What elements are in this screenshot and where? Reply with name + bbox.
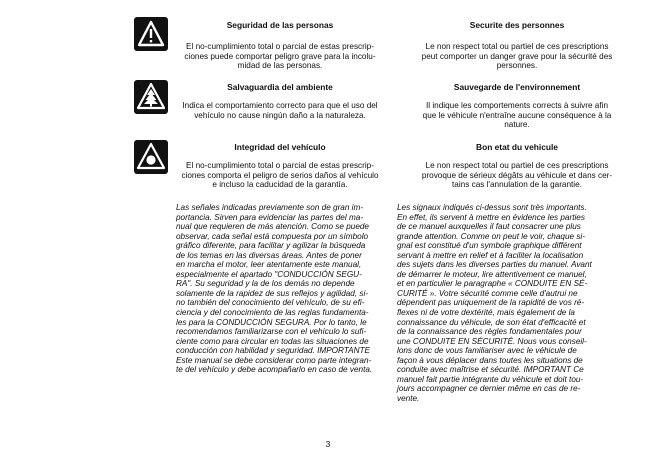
fr-body-environment: Il indique les comportements corrects à suivre afin que le véhicule n'entraîne aucune conséquence à la nature. <box>422 101 612 130</box>
es-heading-environment: Salvaguardia del ambiente <box>227 82 333 92</box>
fr-heading-vehicle-integrity: Bon etat du vehicule <box>476 142 558 152</box>
es-heading-personal-safety: Seguridad de las personas <box>226 20 334 30</box>
es-body-vehicle-integrity: El no-cumplimiento total o parcial de estas prescrip- ciones comporta el peligro de serios daños al vehículo e incluso la caducidad de la garantía. <box>181 161 379 190</box>
environment-tree-icon <box>134 80 168 114</box>
fr-intro-paragraph: Les signaux indiqués ci-dessus sont très importants. En effet, ils servent à mettre en évidence les parties de ce manuel auxquelles il faut consacrer une plus grande attention. Comme on peut le voir, chaque si- gnal est constitué d'un symbole graphique différent servant à mettre en relief et à faciliter la localisation des sujets dans les diverses parties du manuel. Avant de démarrer le moteur, lire attentivement ce manuel, et en particulier le paragraphe « CONDUITE EN SÉ- CURITÉ ». Votre sécurité comme celle d'autrui ne dépendent pas uniquement de la rapidité de vos ré- flexes ni de votre dextérité, mais également de la connaissance du véhicule, de son état d'efficacité et de la connaissance des règles fondamentales pour une CONDUITE EN SÉCURITÉ. Nous vous conseil- lons donc de vous familiariser avec le véhicule de façon à vous déplacer dans toutes les situations de conduite avec maîtrise et sécurité. IMPORTANT Ce manuel fait partie intégrante du véhicule et doit tou- jours accompagner ce dernier même en cas de re- vente. <box>397 203 592 403</box>
fr-heading-environment: Sauvegarde de l'environnement <box>453 82 581 92</box>
es-intro-paragraph: Las señales indicadas previamente son de gran im- portancia. Sirven para evidenciar las partes del ma- nual que requieren de más atención. Como se puede observar, cada señal está compuesta por un símbolo gráfico diferente, para facilitar y agilizar la búsqueda de los temas en las diversas áreas. Antes de poner en marcha el motor, leer atentamente este manual, especialmente el apartado "CONDUCCIÓN SEGU- RA". Su seguridad y la de los demás no depende solamente de la rapidez de sus reflejos y agilidad, si- no también del conocimiento del vehículo, de su efi- ciencia y del conocimiento de las reglas fundamenta- les para la CONDUCCIÓN SEGURA. Por lo tanto, le recomendamos familiarizarse con el vehículo lo sufi- ciente como para circular en todas las situaciones de conducción con habilidad y seguridad. IMPORTANTE Este manual se debe considerar como parte integran- te del vehículo y debe acompañarlo en caso de venta. <box>176 203 373 375</box>
fr-body-vehicle-integrity: Le non respect total ou partiel de ces prescriptions provoque de sérieux dégâts au véhicule et dans cer- tains cas l'annulation de la garantie. <box>421 161 613 190</box>
page-number: 3 <box>325 439 331 449</box>
vehicle-integrity-icon <box>134 140 168 174</box>
es-body-personal-safety: El no-cumplimiento total o parcial de estas prescrip- ciones puede comportar peligro grave para la incolu- midad de las personas. <box>184 42 376 71</box>
es-heading-vehicle-integrity: Integridad del vehículo <box>234 142 326 152</box>
warning-triangle-icon <box>134 17 168 51</box>
es-body-environment: Indica el comportamiento correcto para que el uso del vehículo no cause ningún daño a la naturaleza. <box>182 101 378 120</box>
fr-heading-personal-safety: Securite des personnes <box>469 20 565 30</box>
fr-body-personal-safety: Le non respect total ou partiel de ces prescriptions peut comporter un danger grave pour la sécurité des personnes. <box>421 42 613 71</box>
